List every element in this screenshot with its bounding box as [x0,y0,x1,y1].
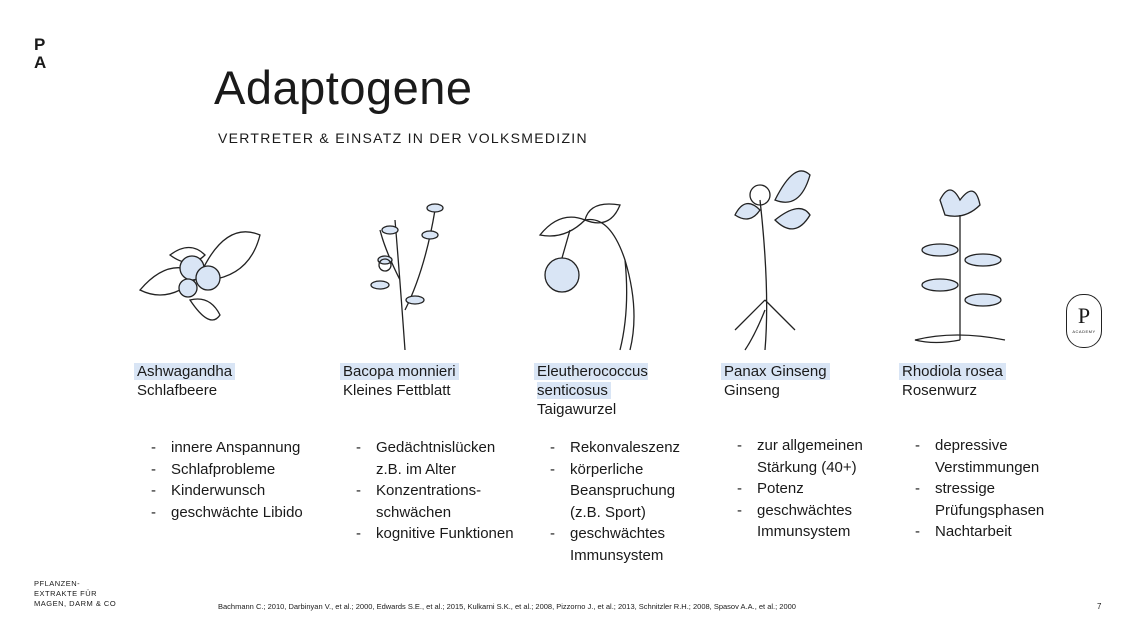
logo-p: P [34,35,47,54]
common-name: Ginseng [724,382,780,399]
panax-ginseng-illustration-icon [715,160,865,360]
uses-list-bacopa [356,437,514,545]
uses-list-rhodiola [915,435,1055,543]
common-name: Rosenwurz [902,382,978,399]
footer-line: MAGEN, DARM & CO [34,599,117,608]
footer-line: EXTRAKTE FÜR [34,589,98,598]
use-item: - körperliche Beanspruchung (z.B. Sport) [550,459,690,524]
page-number: 7 [1097,602,1102,611]
use-item: - Konzentrations-schwächen [356,480,491,523]
use-item: - geschwächte Libido [151,502,326,524]
rhodiola-illustration-icon [895,160,1045,360]
use-item: - Gedächtnislücken z.B. im Alter [356,437,486,480]
uses-list-eleutherococcus [550,437,690,566]
page-subtitle: VERTRETER & EINSATZ IN DER VOLKSMEDIZIN [218,130,588,146]
logo-a: A [34,53,48,72]
use-item: - Kinderwunsch [151,480,326,502]
use-item: - Potenz [737,478,877,500]
latin-name: Bacopa monnieri [340,363,459,380]
use-item: - zur allgemeinen Stärkung (40+) [737,435,877,478]
common-name: Schlafbeere [137,382,218,399]
eleutherococcus-illustration-icon [530,160,680,360]
uses-list-panax [737,435,877,543]
use-item: - geschwächtes Immunsystem [550,523,690,566]
use-item: - Nachtarbeit [915,521,1055,543]
latin-name: Panax Ginseng [721,363,830,380]
latin-name: Rhodiola rosea [899,363,1006,380]
badge-text: ACADEMY [1072,329,1096,334]
plant-name-ashwagandha [137,362,235,400]
use-item: - Schlafprobleme [151,459,326,481]
plant-name-eleutherococcus [537,362,667,419]
use-item: - stressige Prüfungsphasen [915,478,1055,521]
common-name: Kleines Fettblatt [343,382,451,399]
bacopa-illustration-icon [335,160,485,360]
plant-name-rhodiola [902,362,1006,400]
latin-name: Ashwagandha [134,363,235,380]
common-name: Taigawurzel [537,401,617,418]
use-item: - depressive Verstimmungen [915,435,1045,478]
footer-line: PFLANZEN- [34,579,81,588]
use-item: - Rekonvaleszenz [550,437,690,459]
use-item: - geschwächtes Immunsystem [737,500,867,543]
use-item: - innere Anspannung [151,437,326,459]
plant-name-bacopa [343,362,459,400]
footer-label [34,579,116,609]
citation: Bachmann C.; 2010, Darbinyan V., et al.; 2000, Edwards S.E., et al.; 2015, Kulkarni S.K., et al.; 2008, Pizzorno J., et al.; 2013, Schnitzler R.H.; 2008, Spasov A.A., et al.; 2000 [218,602,796,611]
uses-list-ashwagandha [151,437,326,523]
page-title: Adaptogene [214,61,473,114]
ashwagandha-illustration-icon [130,160,280,360]
pa-logo [34,36,47,72]
use-item: - kognitive Funktionen [356,523,536,545]
plant-name-panax [724,362,830,400]
latin-name: Eleutherococcus senticosus [534,363,648,399]
p-academy-badge-icon [1066,294,1102,348]
badge-letter: P [1077,303,1091,328]
